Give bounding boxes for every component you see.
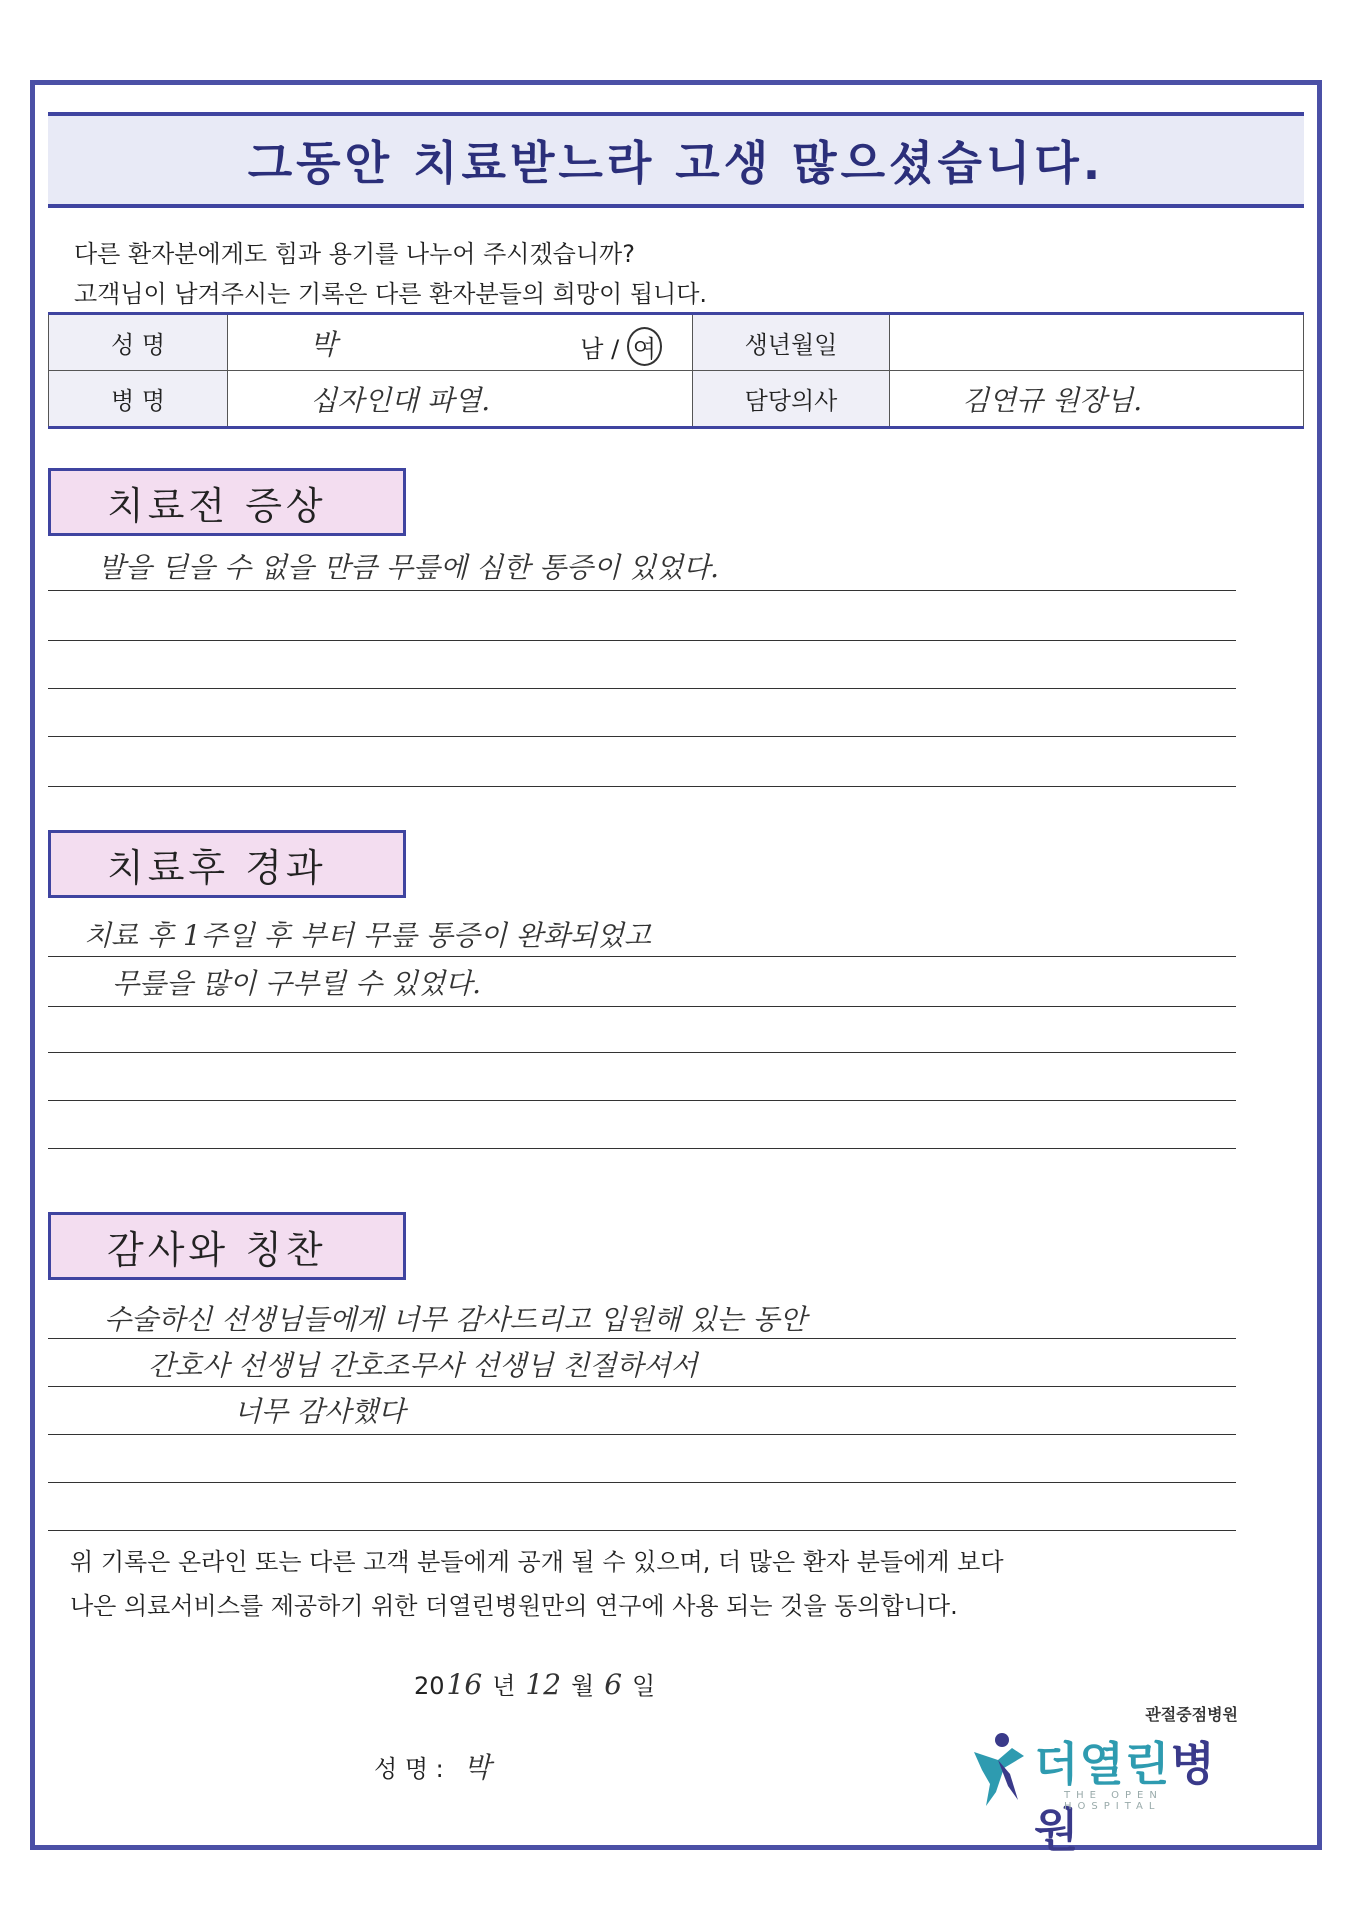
consent-line: 위 기록은 온라인 또는 다른 고객 분들에게 공개 될 수 있으며, 더 많은 환자 분들에게 보다 (70, 1548, 1004, 1576)
disease-label: 병 명 (49, 371, 228, 428)
birth-label: 생년월일 (693, 314, 890, 371)
intro-text (74, 234, 707, 314)
section-before-title: 치료전 증상 (107, 483, 327, 528)
name-label: 성 명 (49, 314, 228, 371)
ruled-line (48, 640, 1236, 641)
section-thanks-lines (48, 1286, 1236, 1536)
name-value: 박 (310, 327, 338, 361)
logo-english: THE OPEN HOSPITAL (1064, 1790, 1163, 1812)
sex-separator: / (611, 335, 620, 363)
ruled-line (48, 688, 1236, 689)
section-thanks-title: 감사와 칭찬 (107, 1227, 327, 1272)
date-year-suffix: 16 (446, 1668, 483, 1701)
sex-male: 남 (580, 335, 604, 363)
page-title: 그동안 치료받느라 고생 많으셨습니다. (247, 136, 1105, 190)
signature-value: 박 (463, 1751, 491, 1784)
doctor-value: 김연규 원장님. (962, 383, 1143, 417)
ruled-line (48, 1052, 1236, 1053)
name-cell (228, 314, 693, 371)
logo-name-part2: 병원 (1034, 1737, 1216, 1857)
patient-info-table (48, 312, 1304, 429)
handwritten-line: 너무 감사했다 (234, 1395, 406, 1428)
section-thanks-header (48, 1212, 406, 1280)
section-after-lines (48, 902, 1236, 1152)
doctor-label: 담당의사 (693, 371, 890, 428)
handwritten-line: 간호사 선생님 간호조무사 선생님 친절하셔서 (148, 1349, 698, 1382)
ruled-line (48, 1434, 1236, 1435)
ruled-line (48, 1482, 1236, 1483)
date-row (414, 1666, 655, 1701)
ruled-line (48, 736, 1236, 737)
ruled-line (48, 1148, 1236, 1149)
handwritten-line: 수술하신 선생님들에게 너무 감사드리고 입원해 있는 동안 (104, 1303, 807, 1336)
hospital-logo (968, 1702, 1258, 1857)
sex-selector (580, 327, 662, 366)
birth-value (890, 314, 1304, 371)
ruled-line (48, 956, 1236, 957)
ruled-line (48, 1006, 1236, 1007)
doctor-cell (890, 371, 1304, 428)
intro-line: 다른 환자분에게도 힘과 용기를 나누어 주시겠습니까? (74, 240, 635, 268)
date-day-unit: 일 (632, 1672, 656, 1700)
signature-row (374, 1746, 491, 1786)
logo-name-part1: 더열린 (1034, 1737, 1171, 1791)
header-band (48, 112, 1304, 208)
logo-subtitle: 관절중점병원 (1145, 1705, 1238, 1724)
handwritten-line: 발을 딛을 수 없을 만큼 무릎에 심한 통증이 있었다. (98, 551, 720, 584)
date-month-unit: 월 (571, 1672, 595, 1700)
ruled-line (48, 590, 1236, 591)
date-year-unit: 년 (492, 1672, 516, 1700)
consent-line: 나은 의료서비스를 제공하기 위한 더열린병원만의 연구에 사용 되는 것을 동의합니다. (70, 1592, 958, 1620)
consent-text (70, 1540, 1004, 1628)
handwritten-line: 무릎을 많이 구부릴 수 있었다. (112, 967, 482, 1000)
ruled-line (48, 1338, 1236, 1339)
handwritten-line: 치료 후 1주일 후 부터 무릎 통증이 완화되었고 (84, 919, 651, 952)
sex-female-circled: 여 (627, 327, 662, 366)
disease-cell (228, 371, 693, 428)
ruled-line (48, 786, 1236, 787)
section-after-header (48, 830, 406, 898)
date-month: 12 (525, 1668, 562, 1701)
logo-figure-icon (968, 1730, 1030, 1810)
ruled-line (48, 1530, 1236, 1531)
section-after-title: 치료후 경과 (107, 845, 327, 890)
section-before-lines (48, 540, 1236, 790)
date-day: 6 (604, 1668, 623, 1701)
disease-value: 십자인대 파열. (310, 383, 491, 417)
intro-line: 고객님이 남겨주시는 기록은 다른 환자분들의 희망이 됩니다. (74, 280, 708, 308)
signature-label: 성 명 : (374, 1755, 444, 1783)
ruled-line (48, 1386, 1236, 1387)
section-before-header (48, 468, 406, 536)
date-year-prefix: 20 (414, 1672, 445, 1700)
ruled-line (48, 1100, 1236, 1101)
